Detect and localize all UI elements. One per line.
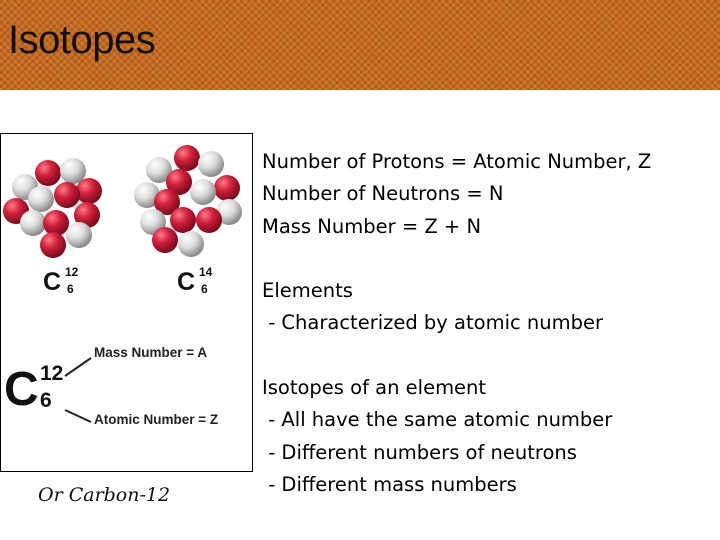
notation-element: C xyxy=(4,363,39,416)
note-line: - All have the same atomic number xyxy=(262,408,613,432)
note-line: Number of Protons = Atomic Number, Z xyxy=(262,150,652,173)
mass-number: 12 xyxy=(65,265,79,279)
element-letter: C xyxy=(43,268,62,296)
atomic-number-label: Atomic Number = Z xyxy=(94,412,219,427)
mass-number-label: Mass Number = A xyxy=(94,345,208,360)
note-line: Mass Number = Z + N xyxy=(262,214,482,238)
carbon-14-nucleus xyxy=(129,140,249,265)
mass-number: 14 xyxy=(199,265,213,279)
notation-mass-number: 12 xyxy=(40,362,64,385)
note-line xyxy=(262,340,651,372)
carbon-12-nucleus xyxy=(1,149,111,269)
note-line: Number of Neutrons = N xyxy=(262,182,504,206)
note-line: Isotopes of an element xyxy=(262,376,487,400)
slide-notes xyxy=(262,146,651,501)
element-letter: C xyxy=(177,268,196,296)
slide-title: Isotopes xyxy=(8,18,156,62)
note-line: - Characterized by atomic number xyxy=(262,311,604,335)
atomic-number: 6 xyxy=(67,282,74,296)
note-line xyxy=(262,243,651,275)
note-line: Elements xyxy=(262,279,353,303)
isotope-figure xyxy=(0,133,253,472)
note-line: - Different mass numbers xyxy=(262,472,517,496)
atomic-number: 6 xyxy=(201,282,208,296)
note-line: - Different numbers of neutrons xyxy=(262,440,577,464)
figure-caption: Or Carbon-12 xyxy=(38,484,171,506)
title-banner xyxy=(0,0,720,90)
notation-atomic-number: 6 xyxy=(40,389,52,412)
